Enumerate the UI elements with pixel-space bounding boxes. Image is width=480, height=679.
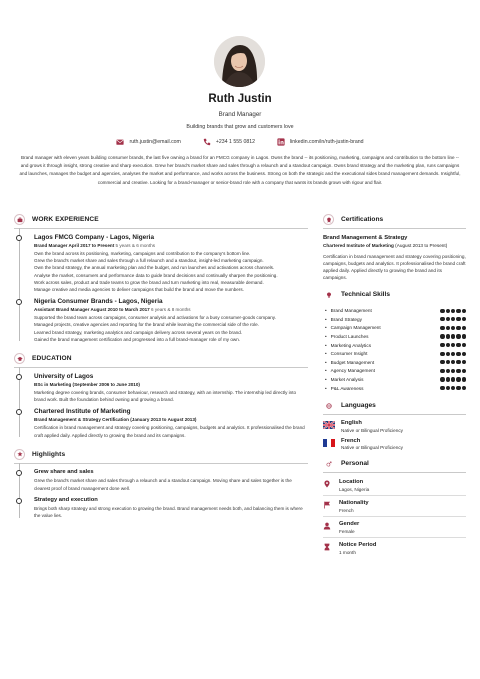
- education-entry: [14, 373, 308, 403]
- skill-row: [323, 306, 466, 315]
- rating-dot: [451, 317, 455, 321]
- rating-dot: [456, 360, 460, 364]
- timeline-dot: [16, 498, 22, 504]
- timeline-dot: [16, 409, 22, 415]
- candidate-role: Brand Manager: [218, 111, 262, 118]
- experience-entry: [14, 298, 308, 343]
- work-experience-section: [14, 214, 308, 343]
- rating-dot: [446, 317, 450, 321]
- rating-dot: [440, 317, 444, 321]
- section-bullet: [323, 400, 334, 411]
- skill-name: • Market Analysis: [323, 377, 363, 382]
- personal-label: Notice Period: [339, 542, 377, 549]
- rating-dot: [446, 334, 450, 338]
- skill-name: • Budget Management: [323, 360, 374, 365]
- certification-description: Certification in brand management and strategy covering positioning, campaigns, budgets and analytics. It professionalised the brand craft applied daily. Applied directly to growing the brand and its campaigns.: [323, 253, 466, 281]
- certification-issuer: Chartered Institute of Marketing (August 2013 to Present): [323, 243, 448, 248]
- skill-name: • Product Launches: [323, 334, 368, 339]
- personal-item-notice-period: [323, 538, 466, 558]
- phone-text: +234 1 555 0812: [215, 139, 255, 145]
- personal-value: French: [339, 508, 354, 514]
- education-entry: [14, 408, 308, 438]
- experience-description: [34, 250, 308, 293]
- rating-dot: [456, 386, 460, 390]
- certificate-icon: [326, 217, 332, 223]
- section-bullet: [323, 458, 334, 469]
- france-flag-icon: [323, 439, 335, 447]
- linkedin-text: linkedin.com/in/ruth-justin-brand: [289, 139, 364, 145]
- rating-dot: [451, 309, 455, 313]
- position-line: [34, 307, 308, 312]
- candidate-name: Ruth Justin: [208, 93, 272, 105]
- rating-dot: [440, 377, 444, 381]
- graduation-cap-icon: [17, 356, 23, 362]
- skill-row: [323, 324, 466, 333]
- skill-rating: [440, 360, 466, 364]
- skill-name: • Brand Strategy: [323, 317, 362, 322]
- timeline-dot: [16, 374, 22, 380]
- profile-photo: [214, 36, 265, 87]
- rating-dot: [462, 343, 466, 347]
- professional-summary: Brand manager with eleven years building consumer brands, the last five owning a brand for an FMCG company in Lagos. Owns the brand -- its positioning, marketing, campaigns and contribution to the bottom line -- and grows it through insight, strong creative and sharp execution. Grew her brand's market share and sales through a relaunch and a standout campaign. Owns brand strategy and the marketing plan, runs campaigns and launches, manages the budget and agencies, analyses the market and performance, and works across the business. Strong on both the strategic and the executional sides brand management demands. Insightful, commercial and creative. Looking for a brand-manager or senior-brand role with a company that wants its brands grown with rigour and flair.: [19, 155, 461, 185]
- rating-dot: [462, 317, 466, 321]
- highlights-section: [14, 449, 308, 520]
- duration: 6 years & 8 months: [151, 306, 191, 312]
- right-column: [323, 214, 466, 566]
- rating-dot: [440, 343, 444, 347]
- degree-line: BSc in Marketing (September 2006 to June 2010): [34, 381, 140, 387]
- skill-name: • P&L Awareness: [323, 386, 364, 391]
- education-line: Marketing degree covering brands, consumer behaviour, research and strategy, with an internship. The internship led directly into brand work. Built the foundation behind owning and growing a brand.: [34, 390, 297, 403]
- education-section: [14, 353, 308, 439]
- position-title: Brand Manager April 2017 to Present: [34, 242, 115, 248]
- rating-dot: [451, 386, 455, 390]
- skill-rating: [440, 326, 466, 330]
- rating-dot: [456, 334, 460, 338]
- section-header: [323, 458, 466, 473]
- rating-dot: [462, 352, 466, 356]
- section-title: Personal: [341, 460, 369, 468]
- briefcase-icon: [17, 217, 23, 223]
- skill-rating: [440, 317, 466, 321]
- rating-dot: [446, 352, 450, 356]
- star-icon: [17, 451, 23, 457]
- highlight-entry: [14, 497, 308, 520]
- rating-dot: [456, 343, 460, 347]
- school-name: University of Lagos: [34, 373, 94, 381]
- skill-row: [323, 341, 466, 350]
- rating-dot: [462, 309, 466, 313]
- language-level: Native or Bilingual Proficiency: [341, 445, 404, 451]
- personal-value: Lagos, Nigeria: [339, 487, 370, 493]
- rating-dot: [446, 343, 450, 347]
- highlight-entry: [14, 469, 308, 492]
- technical-skills-section: [323, 289, 466, 392]
- personal-label: Nationality: [339, 500, 369, 507]
- rating-dot: [462, 360, 466, 364]
- rating-dot: [451, 360, 455, 364]
- timeline-dot: [16, 235, 22, 241]
- rating-dot: [451, 334, 455, 338]
- rating-dot: [456, 309, 460, 313]
- personal-item-location: [323, 475, 466, 496]
- rating-dot: [456, 369, 460, 373]
- degree-line: Brand Management & Strategy Certification (January 2013 to August 2013): [34, 416, 197, 422]
- experience-line: Work across sales, product and trade teams to grow the brand and turn marketing into real, measurable demand.: [34, 279, 264, 285]
- skill-row: [323, 384, 466, 393]
- language-name: French: [341, 437, 361, 444]
- contact-phone[interactable]: [203, 138, 255, 146]
- rating-dot: [440, 386, 444, 390]
- rating-dot: [440, 334, 444, 338]
- experience-line: Analyse the market, consumers and performance data to guide brand decisions and continually sharpen the positioning.: [34, 272, 278, 278]
- contact-email[interactable]: [116, 138, 180, 146]
- education-description: [34, 424, 308, 438]
- rating-dot: [456, 326, 460, 330]
- globe-icon: [326, 403, 332, 409]
- skill-name: • Campaign Management: [323, 325, 381, 330]
- experience-line: Own the brand across its positioning, marketing, campaigns and contribution to the company's bottom line.: [34, 251, 251, 256]
- skill-row: [323, 315, 466, 324]
- language-item: [323, 438, 466, 451]
- experience-line: Supported the brand team across campaigns, consumer analysis and activations for a busy consumer-goods company.: [34, 315, 276, 321]
- section-header: [14, 353, 308, 368]
- skill-rating: [440, 377, 466, 381]
- rating-dot: [446, 360, 450, 364]
- rating-dot: [451, 377, 455, 381]
- rating-dot: [440, 369, 444, 373]
- rating-dot: [462, 369, 466, 373]
- certification-name: Brand Management & Strategy: [323, 235, 408, 241]
- personal-value: 1 month: [339, 550, 356, 556]
- highlight-title: Grew share and sales: [34, 468, 94, 475]
- contact-bar: [0, 138, 480, 146]
- section-bullet: [14, 214, 25, 225]
- personal-section: [323, 458, 466, 558]
- section-bullet: [323, 214, 334, 225]
- rating-dot: [462, 334, 466, 338]
- hourglass-icon: [323, 543, 331, 551]
- section-header: [323, 214, 466, 229]
- experience-line: Own the brand strategy, the annual marketing plan and the budget, and run launches and activations across channels.: [34, 265, 275, 271]
- rating-dot: [451, 326, 455, 330]
- skill-name: • Brand Management: [323, 308, 372, 313]
- skill-row: [323, 375, 466, 384]
- section-title: WORK EXPERIENCE: [32, 216, 99, 223]
- education-line: Certification in brand management and strategy covering positioning, campaigns, budgets and analytics. It professionalised the brand craft applied daily. Applied directly to growing the brand and its campaigns.: [34, 425, 305, 438]
- flag-icon: [323, 501, 331, 509]
- section-title: Languages: [341, 402, 376, 410]
- rating-dot: [446, 377, 450, 381]
- section-title: Technical Skills: [341, 291, 390, 299]
- experience-entry: [14, 234, 308, 293]
- email-text: ruth.justin@email.com: [129, 139, 181, 145]
- skill-name: • Consumer Insight: [323, 351, 367, 356]
- skill-name: • Marketing Analytics: [323, 343, 371, 348]
- skill-row: [323, 358, 466, 367]
- rating-dot: [446, 326, 450, 330]
- section-header: [323, 289, 466, 303]
- rating-dot: [456, 377, 460, 381]
- rating-dot: [446, 309, 450, 313]
- timeline-dot: [16, 299, 22, 305]
- highlight-title: Strategy and execution: [34, 496, 98, 503]
- rating-dot: [462, 377, 466, 381]
- location-pin-icon: [323, 480, 331, 488]
- skill-row: [323, 332, 466, 341]
- rating-dot: [462, 386, 466, 390]
- skill-row: [323, 367, 466, 376]
- rating-dot: [451, 369, 455, 373]
- rating-dot: [440, 326, 444, 330]
- rating-dot: [451, 352, 455, 356]
- section-header: [14, 449, 308, 464]
- education-description: [34, 389, 308, 403]
- language-name: English: [341, 420, 362, 427]
- left-column: [14, 214, 308, 520]
- rating-dot: [456, 352, 460, 356]
- rating-dot: [456, 317, 460, 321]
- section-bullet: [14, 449, 25, 460]
- highlight-text: Grew the brand's market share and sales through a relaunch and a standout campaign. Moving share and sales together is the clearest proof of brand management done well.: [34, 478, 292, 491]
- skill-rating: [440, 334, 466, 338]
- section-title: Highlights: [32, 450, 66, 458]
- rating-dot: [440, 309, 444, 313]
- experience-line: Manage creative and media agencies to deliver campaigns that build the brand and move the numbers.: [34, 287, 244, 293]
- gender-icon: [326, 461, 332, 467]
- skill-rating: [440, 386, 466, 390]
- skill-name: • Agency Management: [323, 368, 375, 373]
- experience-description: [34, 314, 308, 343]
- linkedin-icon: [277, 138, 285, 146]
- experience-line: Grew the brand's market share and sales through a full relaunch and a standout, insight-led marketing campaign.: [34, 258, 264, 264]
- certifications-section: [323, 214, 466, 281]
- rating-dot: [446, 369, 450, 373]
- uk-flag-icon: [323, 421, 335, 429]
- section-bullet: [14, 353, 25, 364]
- language-level: Native or Bilingual Proficiency: [341, 427, 404, 433]
- lightbulb-icon: [326, 292, 332, 298]
- experience-line: Learned brand strategy, marketing analytics and campaign delivery across several years on the brand.: [34, 329, 243, 335]
- section-title: Certifications: [341, 216, 384, 223]
- languages-section: [323, 400, 466, 450]
- rating-dot: [440, 360, 444, 364]
- mail-icon: [116, 138, 124, 146]
- rating-dot: [462, 326, 466, 330]
- company-name: Lagos FMCG Company - Lagos, Nigeria: [34, 234, 155, 241]
- section-title: EDUCATION: [32, 355, 72, 363]
- candidate-tagline: Building brands that grow and customers love: [186, 124, 294, 130]
- school-name: Chartered Institute of Marketing: [34, 408, 131, 416]
- timeline-dot: [16, 470, 22, 476]
- contact-linkedin[interactable]: [277, 138, 364, 146]
- personal-value: Female: [339, 529, 355, 535]
- section-bullet: [323, 289, 334, 300]
- personal-item-gender: [323, 517, 466, 538]
- rating-dot: [446, 386, 450, 390]
- personal-label: Gender: [339, 521, 360, 528]
- skill-rating: [440, 369, 466, 373]
- position-title: Assistant Brand Manager August 2010 to March 2017: [34, 306, 150, 312]
- experience-line: Managed projects, creative agencies and reporting for the brand while learning the commercial side of the role.: [34, 322, 259, 328]
- rating-dot: [451, 343, 455, 347]
- language-item: [323, 420, 466, 433]
- phone-icon: [203, 138, 211, 146]
- personal-item-nationality: [323, 496, 466, 517]
- rating-dot: [440, 352, 444, 356]
- skill-rating: [440, 343, 466, 347]
- skill-row: [323, 349, 466, 358]
- experience-line: Gained the brand management certification and progressed into a full brand-manager role of my own.: [34, 336, 241, 342]
- user-icon: [323, 522, 331, 530]
- skill-rating: [440, 309, 466, 313]
- personal-label: Location: [339, 479, 364, 486]
- company-name: Nigeria Consumer Brands - Lagos, Nigeria: [34, 298, 163, 306]
- section-header: [14, 214, 308, 229]
- highlight-text: Brings both sharp strategy and strong execution to growing the brand. Brand management needs both, and balancing them is where the value lies.: [34, 506, 303, 519]
- position-line: [34, 243, 308, 248]
- skill-rating: [440, 352, 466, 356]
- duration: 5 years & 6 months: [115, 242, 156, 248]
- section-header: [323, 400, 466, 415]
